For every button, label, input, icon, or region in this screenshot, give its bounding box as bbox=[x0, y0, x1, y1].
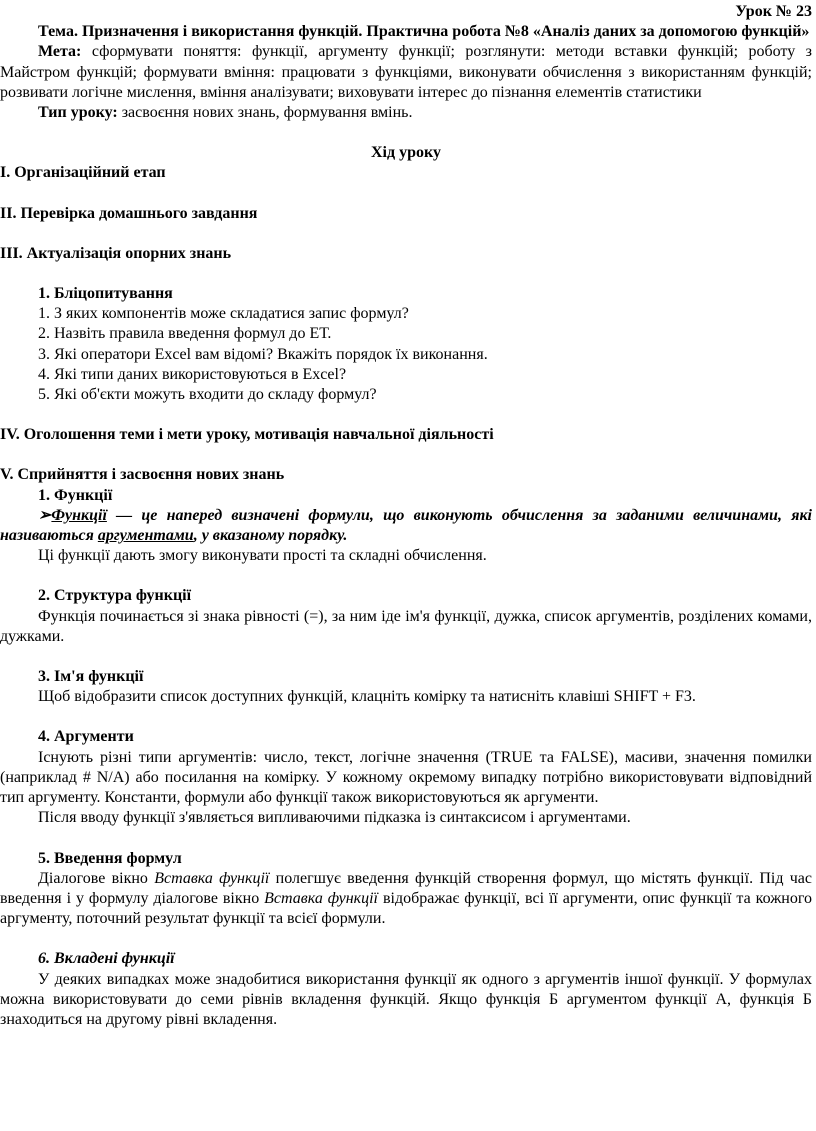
nested-text: У деяких випадках може знадобитися використання функції як одного з аргументів іншої функції. У формулах можна використовувати до семи рівнів вкладення функцій. Якщо функція Б аргументом функції А, функція Б знаходиться на другому рівні вкладення. bbox=[0, 970, 812, 1028]
input-text-c: відображає функції, всі її аргументи, опис функції та кожного аргументу, поточний результат функції та всієї формули. bbox=[0, 889, 812, 928]
functions-definition-b: , у вказаному порядку. bbox=[193, 527, 348, 545]
input-text bbox=[0, 869, 816, 930]
stage-2-heading: ІІ. Перевірка домашнього завдання bbox=[0, 204, 258, 222]
document-page bbox=[0, 2, 816, 1030]
input-title: 5. Введення формул bbox=[38, 849, 182, 867]
nested-title: 6. Вкладені функції bbox=[38, 950, 175, 968]
functions-term: Функції bbox=[51, 506, 107, 524]
input-text-a: Діалогове вікно bbox=[38, 869, 155, 887]
stage-3-heading: ІІІ. Актуалізація опорних знань bbox=[0, 244, 232, 262]
blitz-title: 1. Бліцопитування bbox=[38, 285, 173, 303]
lesson-type-label: Тип уроку: bbox=[38, 104, 118, 122]
fname-title: 3. Ім'я функції bbox=[38, 668, 144, 686]
insert-function-dialog-name-1: Вставка функції bbox=[154, 869, 270, 887]
topic-paragraph bbox=[0, 22, 816, 42]
topic-label: Тема. bbox=[38, 23, 78, 41]
blitz-question-2: 2. Назвіть правила введення формул до ЕТ. bbox=[38, 325, 332, 343]
structure-text: Функція починається зі знака рівності (=), за ним іде ім'я функції, дужка, список аргументів, розділених комами, дужками. bbox=[0, 607, 812, 645]
functions-definition-a: — це наперед визначені формули, що виконують обчислення за заданими величинами, які називаються bbox=[0, 506, 812, 545]
arguments-text: Існують різні типи аргументів: число, текст, логічне значення (TRUE та FALSE), масиви, значення помилки (наприклад # N/A) або посилання на комірку. У кожному окремому випадку потрібно використовувати відповідний тип аргументу. Константи, формули або функції також використовуються як аргументи. bbox=[0, 748, 812, 807]
course-title: Хід уроку bbox=[371, 144, 441, 162]
blitz-question-1: 1. З яких компонентів може складатися запис формул? bbox=[38, 305, 409, 323]
structure-title: 2. Структура функції bbox=[38, 587, 192, 605]
lesson-type-paragraph bbox=[0, 103, 816, 123]
stage-4-heading: ІV. Оголошення теми і мети уроку, мотивація навчальної діяльності bbox=[0, 426, 494, 444]
fname-text: Щоб відобразити список доступних функцій, клацніть комірку та натисніть клавіші SHIFT + F3. bbox=[38, 688, 696, 706]
stage-1-heading: І. Організаційний етап bbox=[0, 164, 166, 182]
topic-text: Призначення і використання функцій. Практична робота №8 «Аналіз даних за допомогою функцій» bbox=[81, 23, 810, 41]
goal-label: Мета: bbox=[38, 43, 82, 61]
lesson-type-text: засвоєння нових знань, формування вмінь. bbox=[121, 104, 413, 122]
input-text-b: полегшує введення функцій створення формул, що містять функції. Під час введення і у формулу діалогове вікно bbox=[0, 869, 813, 907]
goal-text: сформувати поняття: функції, аргументу функції; розглянути: методи вставки функцій; роботу з Майстром функцій; формувати вміння: працювати з функціями, виконувати обчислення з використанням функцій; розвивати логічне мислення, вміння аналізувати; виховувати інтерес до пізнання елементів статистики bbox=[0, 43, 813, 101]
arguments-text-2: Після вводу функції з'являється випливаючими підказка із синтаксисом і аргументами. bbox=[38, 809, 631, 827]
stage-5-heading: V. Сприйняття і засвоєння нових знань bbox=[0, 466, 285, 484]
blitz-question-5: 5. Які об'єкти можуть входити до складу формул? bbox=[38, 386, 377, 404]
arrow-bullet-icon: ➢ bbox=[38, 506, 52, 524]
functions-title: 1. Функції bbox=[38, 486, 113, 504]
functions-definition bbox=[0, 506, 816, 546]
blitz-question-4: 4. Які типи даних використовуються в Excel? bbox=[38, 365, 347, 383]
functions-note: Ці функції дають змогу виконувати прості та складні обчислення. bbox=[38, 547, 487, 565]
arguments-title: 4. Аргументи bbox=[38, 728, 134, 746]
insert-function-dialog-name-2: Вставка функції bbox=[264, 889, 378, 907]
lesson-number: Урок № 23 bbox=[735, 3, 812, 20]
functions-arguments-term: аргументами bbox=[97, 527, 194, 545]
goal-paragraph bbox=[0, 42, 816, 103]
blitz-question-3: 3. Які оператори Excel вам відомі? Вкажіть порядок їх виконання. bbox=[38, 345, 488, 363]
